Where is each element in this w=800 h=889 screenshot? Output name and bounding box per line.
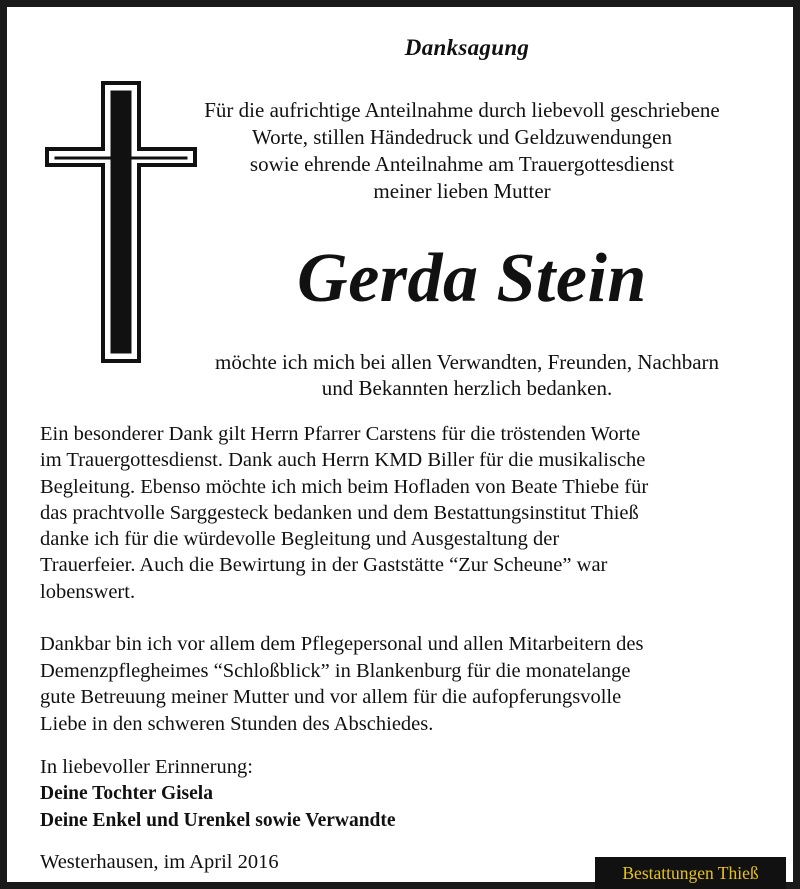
- thanks-line: und Bekannten herzlich bedanken.: [321, 376, 613, 400]
- heading: Danksagung: [404, 35, 530, 60]
- paragraph-special-thanks: [40, 421, 780, 605]
- signature-intro: In liebevoller Erinnerung:: [40, 756, 253, 778]
- paragraph-line: Ein besonderer Dank gilt Herrn Pfarrer Carstens für die tröstenden Worte: [40, 423, 641, 445]
- paragraph-line: Begleitung. Ebenso möchte ich mich beim Hofladen von Beate Thiebe für: [40, 475, 649, 498]
- deceased-name: Gerda Stein: [297, 240, 647, 317]
- funeral-home-badge: Bestattungen Thieß: [595, 857, 786, 889]
- paragraph-line: im Trauergottesdienst. Dank auch Herrn KMD Biller für die musikalische: [40, 449, 646, 472]
- intro-line: meiner lieben Mutter: [373, 179, 551, 203]
- intro-line: Worte, stillen Händedruck und Geldzuwendungen: [252, 125, 672, 149]
- paragraph-line: lobenswert.: [40, 580, 136, 603]
- paragraph-care-thanks: [40, 631, 780, 737]
- signature-family: Deine Enkel und Urenkel sowie Verwandte: [40, 810, 396, 831]
- place-date: Westerhausen, im April 2016: [40, 851, 279, 873]
- thanks-line: möchte ich mich bei allen Verwandten, Freunden, Nachbarn: [214, 350, 720, 374]
- paragraph-line: gute Betreuung meiner Mutter und vor allem für die aufopferungsvolle: [40, 686, 622, 708]
- paragraph-line: Trauerfeier. Auch die Bewirtung in der Gaststätte “Zur Scheune” war: [40, 554, 608, 577]
- intro-line: sowie ehrende Anteilnahme am Trauergottesdienst: [249, 152, 675, 176]
- paragraph-line: Demenzpflegheimes “Schloßblick” in Blankenburg für die monatelange: [40, 659, 631, 682]
- paragraph-line: das prachtvolle Sarggesteck bedanken und dem Bestattungsinstitut Thieß: [40, 501, 639, 524]
- intro-line: Für die aufrichtige Anteilnahme durch liebevoll geschriebene: [204, 98, 720, 122]
- paragraph-line: danke ich für die würdevolle Begleitung und Ausgestaltung der: [40, 528, 560, 551]
- paragraph-line: Liebe in den schweren Stunden des Abschiedes.: [40, 712, 434, 735]
- signature-daughter: Deine Tochter Gisela: [40, 783, 213, 804]
- intro-text: [137, 97, 787, 205]
- thanks-text: [147, 349, 787, 401]
- paragraph-line: Dankbar bin ich vor allem dem Pflegepersonal und allen Mitarbeitern des: [40, 633, 644, 655]
